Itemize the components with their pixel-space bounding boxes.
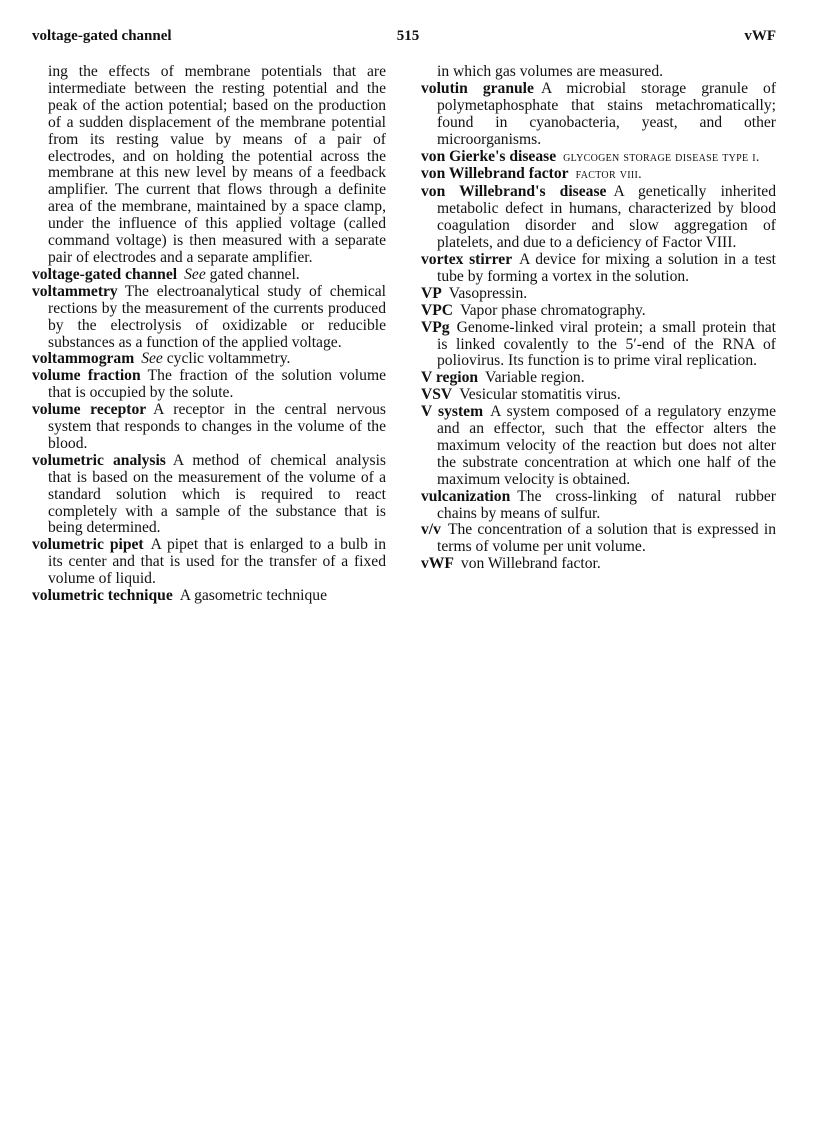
cross-reference: glycogen storage disease type i. — [563, 149, 760, 165]
definition-text: A pipet that is enlarged to a bulb in its center and that is used for the transfer of a fixed volume of liquid. — [48, 536, 386, 588]
headword: VP — [421, 284, 442, 302]
definition-text: A receptor in the central nervous system that responds to changes in the volume of the blood. — [48, 401, 386, 452]
guide-word-left: voltage-gated channel — [32, 28, 172, 44]
headword: VPg — [421, 318, 450, 336]
definition-text: A genetically inherited metabolic defect in humans, characterized by blood coagulation disorder and slow aggregation of platelets, and due to a deficiency of Factor VIII. — [437, 183, 776, 252]
headword: volume fraction — [32, 367, 141, 385]
entry-vpg — [421, 320, 776, 371]
entry-von-gierkes-disease — [421, 149, 776, 167]
definition-text: A microbial storage granule of polymetaphosphate that stains metachromatically; found in cyanobacteria, yeast, and other microorganisms. — [437, 79, 777, 148]
guide-word-right: vWF — [744, 28, 776, 44]
entry-vsv — [421, 387, 776, 404]
headword: voltammogram — [32, 350, 135, 368]
definition-text: Vapor phase chromatography. — [460, 301, 646, 319]
headword: V system — [421, 403, 484, 421]
headword: vortex stirrer — [421, 250, 513, 268]
headword: vWF — [421, 555, 454, 573]
headword: voltammetry — [32, 282, 118, 300]
headword: VPC — [421, 301, 454, 319]
definition-text: The cross-linking of natural rubber chains by means of sulfur. — [437, 487, 776, 522]
continued-definition — [32, 64, 386, 267]
headword: v/v — [421, 521, 441, 539]
headword: von Willebrand's disease — [421, 183, 607, 201]
headword: volumetric technique — [32, 587, 173, 605]
definition-text: ing the effects of membrane potentials that are intermediate between the resting potential and the peak of the action potential; based on the production of a sudden displacement of the membrane potential from its resting value by means of a pair of electrodes, and on holding the potential across the membrane at this new level by means of a feedback amplifier. The current that flows through a definite area of the membrane, maintained by a space clamp, under the influence of this applied voltage (called command voltage) is then measured with a separate pair of electrodes and a separate amplifier. — [48, 63, 386, 266]
definition-text: A device for mixing a solution in a test tube by forming a vortex in the solution. — [437, 250, 776, 285]
definition-text: The electroanalytical study of chemical rections by the measurement of the currents produced by the electrolysis of oxidizable or reducible substances as a function of the applied voltage. — [48, 282, 386, 351]
headword: VSV — [421, 386, 453, 404]
entry-volutin-granule — [421, 81, 776, 149]
headword: volumetric pipet — [32, 536, 144, 554]
entry-volume-receptor — [32, 402, 386, 453]
headword: volutin granule — [421, 79, 534, 97]
entry-vwf — [421, 556, 776, 573]
entry-volumetric-technique — [32, 588, 386, 605]
definition-text: Vesicular stomatitis virus. — [459, 386, 621, 404]
entry-v-region — [421, 370, 776, 387]
definition-text: The concentration of a solution that is expressed in terms of volume per unit volume. — [437, 521, 776, 556]
headword: von Gierke's disease — [421, 147, 557, 165]
definition-text: A method of chemical analysis that is based on the measurement of the volume of a standard solution which is required to react completely with a sample of the substance that is being determined. — [48, 451, 386, 537]
definition-text: The fraction of the solution volume that is occupied by the solute. — [48, 367, 386, 402]
definition-text: A system composed of a regulatory enzyme and an effector, such that the effector alters the maximum velocity of the reaction but does not alter the substrate concentration at which one half of the maximum velocity is obtained. — [437, 403, 776, 488]
see-label: See — [141, 350, 163, 368]
page-number: 515 — [396, 28, 420, 44]
definition-text: A gasometric technique — [179, 587, 327, 605]
right-column — [421, 64, 776, 573]
definition-text: in which gas volumes are measured. — [437, 63, 664, 80]
entry-v-v — [421, 522, 776, 556]
entry-von-willebrand-factor — [421, 166, 776, 184]
entry-voltammetry — [32, 284, 386, 352]
definition-text: gated channel. — [209, 265, 300, 283]
headword: volumetric analysis — [32, 451, 166, 469]
entry-volumetric-pipet — [32, 537, 386, 588]
entry-volumetric-analysis — [32, 453, 386, 538]
headword: voltage-gated channel — [32, 265, 178, 283]
entry-vortex-stirrer — [421, 252, 776, 286]
cross-reference: factor viii. — [575, 167, 642, 183]
entry-vulcanization — [421, 489, 776, 523]
entry-vpc — [421, 303, 776, 320]
entry-volume-fraction — [32, 368, 386, 402]
entry-v-system — [421, 404, 776, 489]
headword: vulcanization — [421, 487, 511, 505]
definition-text: Variable region. — [485, 369, 585, 387]
headword: volume receptor — [32, 401, 147, 419]
definition-text: Vasopressin. — [448, 284, 528, 302]
entry-voltammogram — [32, 351, 386, 368]
definition-text: von Willebrand factor. — [460, 555, 601, 573]
entry-von-willebrands-disease — [421, 184, 776, 252]
entry-vp — [421, 286, 776, 303]
headword: V region — [421, 369, 479, 387]
definition-text: Genome-linked viral protein; a small protein that is linked covalently to the 5′-end of the RNA of poliovirus. Its function is to prime viral replication. — [437, 318, 776, 370]
headword: von Willebrand factor — [421, 165, 569, 183]
see-label: See — [184, 265, 206, 283]
continued-definition — [421, 64, 776, 81]
definition-text: cyclic voltammetry. — [166, 350, 291, 368]
left-column — [32, 64, 386, 605]
running-head — [32, 25, 784, 47]
entry-voltage-gated-channel — [32, 267, 386, 284]
